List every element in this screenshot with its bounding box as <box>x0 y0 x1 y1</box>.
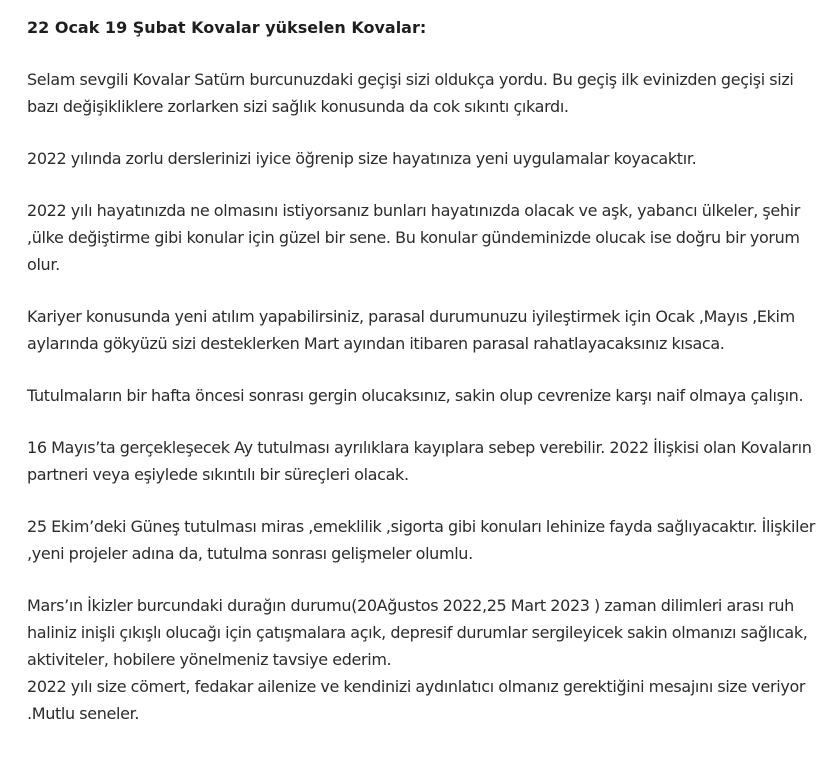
paragraph-eclipses: Tutulmaların bir hafta öncesi sonrası gergin olucaksınız, sakin olup cevrenize karşı naif olmaya çalışın. <box>27 386 804 405</box>
paragraph-closing: 2022 yılı size cömert, fedakar ailenize ve kendinizi aydınlatıcı olmanız gerektiğini mesajını size veriyor .Mutlu seneler. <box>27 677 806 723</box>
paragraph-mars-stationary: Mars’ın İkizler burcundaki durağın durumu(20Ağustos 2022,25 Mart 2023 ) zaman dilimleri arası ruh haliniz inişli çıkışlı olucağı için çatışmalara açık, depresif durumlar sergileyicek sakin olmanızı sağlıcak, aktiviteler, hobilere yönelmeniz tavsiye ederim. <box>27 596 808 669</box>
article-title: 22 Ocak 19 Şubat Kovalar yükselen Kovalar: <box>27 18 427 37</box>
paragraph-solar-eclipse: 25 Ekim’deki Güneş tutulması miras ,emeklilik ,sigorta gibi konuları lehinize fayda sağlıyacaktır. İlişkiler ,yeni projeler adına da, tutulma sonrası gelişmeler olumlu. <box>27 517 815 563</box>
paragraph-saturn-transit: Selam sevgili Kovalar Satürn burcunuzdaki geçişi sizi oldukça yordu. Bu geçiş ilk evinizden geçişi sizi bazı değişikliklere zorlarken sizi sağlık konusunda da cok sıkıntı çıkardı. <box>27 70 794 116</box>
paragraph-2022-lessons: 2022 yılında zorlu derslerinizi iyice öğrenip size hayatınıza yeni uygulamalar koyacaktır. <box>27 149 697 168</box>
paragraph-2022-wishes: 2022 yılı hayatınızda ne olmasını istiyorsanız bunları hayatınızda olacak ve aşk, yabancı ülkeler, şehir ,ülke değiştirme gibi konular için güzel bir sene. Bu konular gündeminizde olucak ise doğru bir yorum olur. <box>27 201 801 274</box>
paragraph-career: Kariyer konusunda yeni atılım yapabilirsiniz, parasal durumunuzu iyileştirmek için Ocak ,Mayıs ,Ekim aylarında gökyüzü sizi desteklerken Mart ayından itibaren parasal rahatlayacaksınız kısaca. <box>27 307 795 353</box>
paragraph-lunar-eclipse: 16 Mayıs’ta gerçekleşecek Ay tutulması ayrılıklara kayıplara sebep verebilir. 2022 İlişkisi olan Kovaların partneri veya eşiylede sıkıntılı bir süreçleri olacak. <box>27 438 812 484</box>
